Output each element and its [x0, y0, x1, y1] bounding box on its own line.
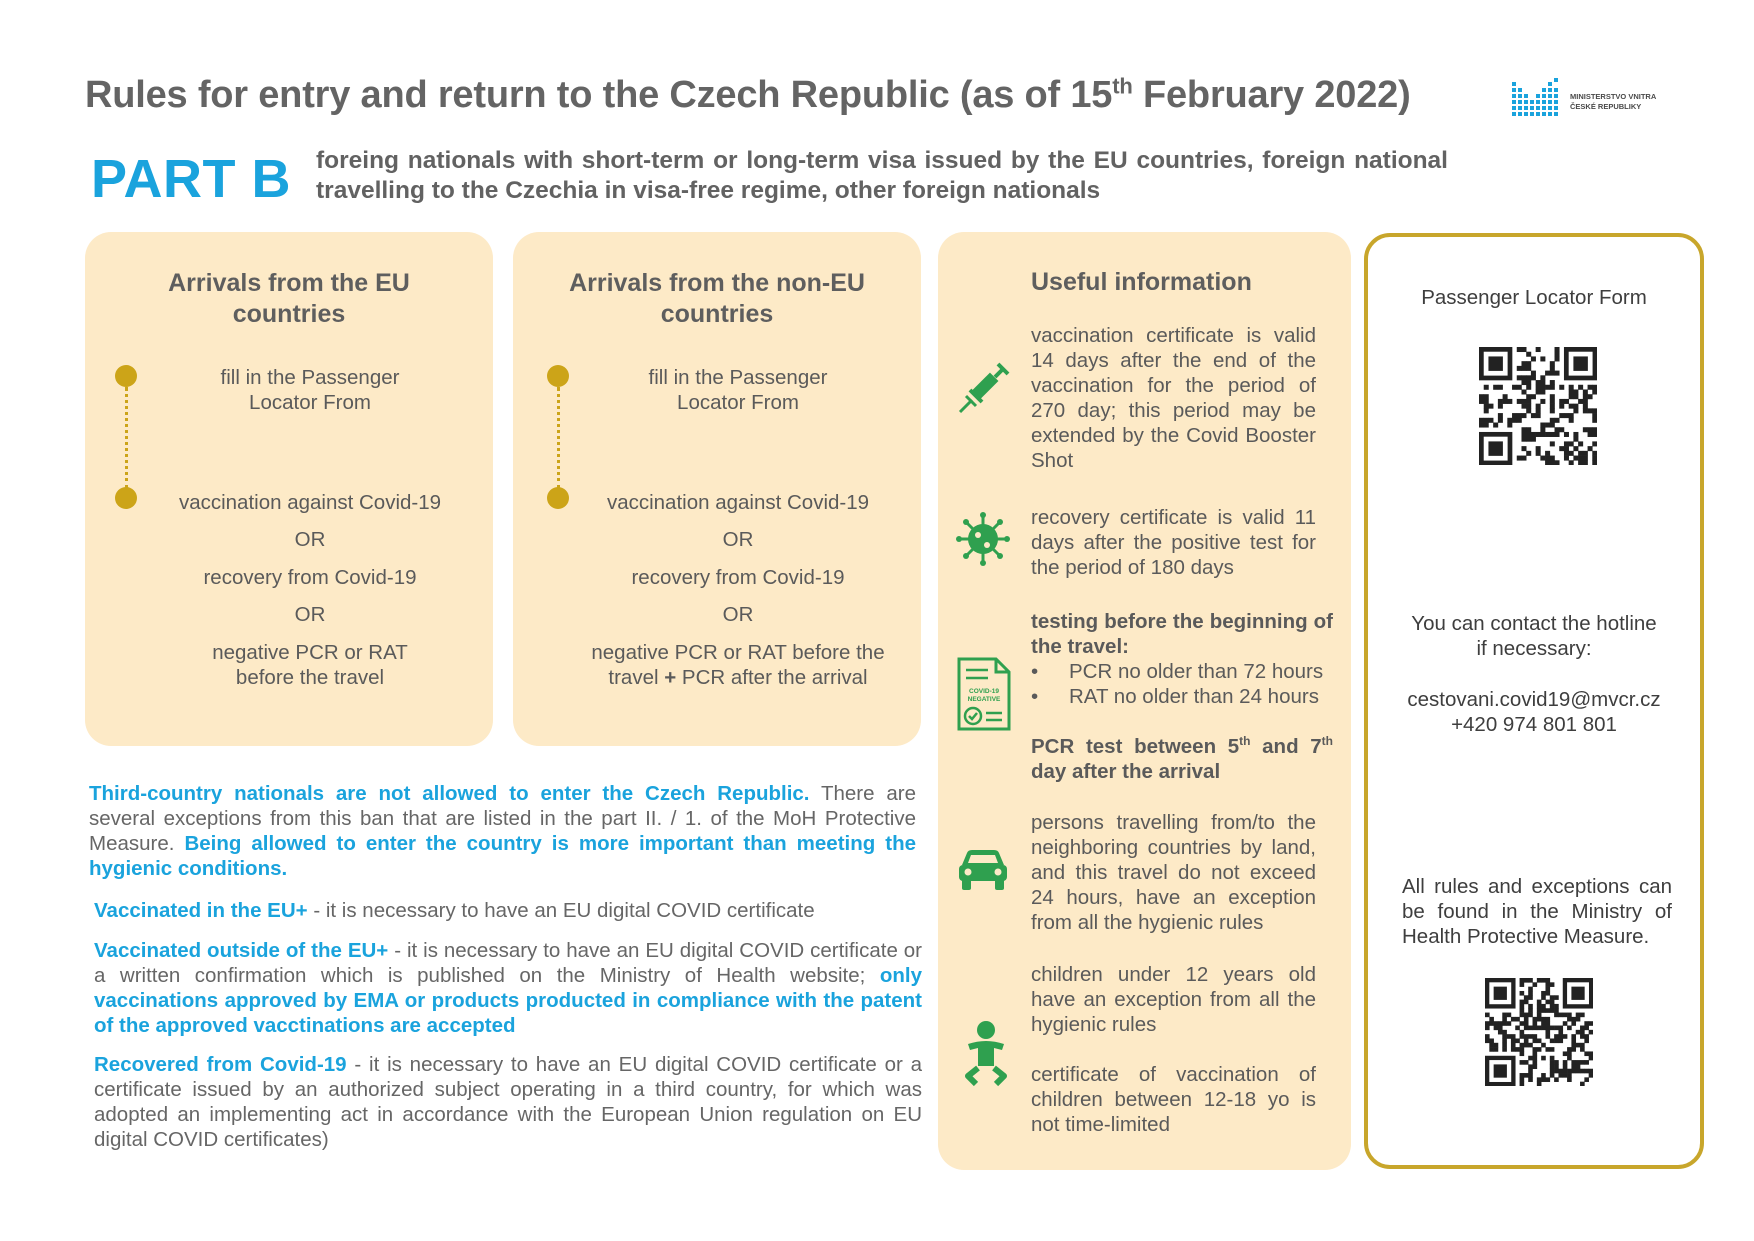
or-label: OR	[294, 528, 326, 551]
vaccinated-outside-eu-note: Vaccinated outside of the EU+ - it is necessary to have an EU digital COVID certificate or a written confirmation which is published on the Ministry of Health website; only vaccinations approved by EMA or products producted in compliance with the patent of the approved vacctinations are accepted	[94, 939, 922, 1037]
noneu-arrivals-card	[513, 232, 921, 746]
qr-code[interactable]	[1485, 978, 1593, 1086]
recovered-note: Recovered from Covid-19 - it is necessary to have an EU digital COVID certificate or a certificate issued by an authorized subject operating in a third country, for which was adopted an implementing act in accordance with the European Union regulation on EU digital COVID certificates)	[94, 1053, 922, 1151]
or-label: OR	[722, 603, 754, 626]
hotline-phone[interactable]: +420 974 801 801	[1451, 713, 1617, 736]
hotline-info: You can contact the hotline if necessary:	[1411, 612, 1657, 660]
child-icon	[964, 1020, 1008, 1088]
option-vaccination: vaccination against Covid-19	[606, 491, 870, 514]
vaccination-info: vaccination certificate is valid 14 days after the end of the vaccination for the period of 270 day; this period may be extended by the Covid Booster Shot	[1031, 324, 1316, 472]
testing-heading: testing before the beginning of the travel:	[1031, 610, 1333, 658]
timeline-dot	[547, 365, 569, 387]
land-travel-exception: persons travelling from/to the neighboring countries by land, and this travel do not exceed 24 hours, have an exception from all the hygienic rules	[1031, 811, 1316, 934]
third-country-ban-note: Third-country nationals are not allowed to enter the Czech Republic. There are several exceptions from this ban that are listed in the part II. / 1. of the MoH Protective Measure. Being allowed to enter the country is more important than meeting the hygienic conditions.	[89, 782, 916, 880]
step-plf: fill in the Passenger Locator From	[648, 366, 828, 414]
qr-code[interactable]	[1479, 347, 1597, 465]
vaccinated-eu-note: Vaccinated in the EU+ - it is necessary to have an EU digital COVID certificate	[94, 899, 815, 922]
recovery-info: recovery certificate is valid 11 days after the positive test for the period of 180 days	[1031, 506, 1316, 579]
children-exception: children under 12 years old have an exception from all the hygienic rules	[1031, 963, 1316, 1036]
card-title: Arrivals from the EU countries	[168, 269, 410, 328]
list-item: • RAT no older than 24 hours	[1031, 684, 1331, 709]
passenger-locator-card	[1364, 233, 1704, 1169]
negative-test-document-icon	[956, 656, 1012, 732]
card-title: Useful information	[1031, 268, 1252, 296]
rules-info: All rules and exceptions can be found in the Ministry of Health Protective Measure.	[1402, 875, 1672, 948]
timeline-dot	[115, 365, 137, 387]
car-icon	[958, 849, 1008, 891]
useful-info-card	[938, 232, 1351, 1170]
children-certificate-info: certificate of vaccination of children between 12-18 yo is not time-limited	[1031, 1063, 1316, 1136]
page-title: Rules for entry and return to the Czech Republic (as of 15th February 2022)	[85, 73, 1411, 116]
option-vaccination: vaccination against Covid-19	[178, 491, 442, 514]
svg-text:COVID-19: COVID-19	[969, 688, 999, 695]
card-title: Passenger Locator Form	[1421, 286, 1647, 309]
or-label: OR	[294, 603, 326, 626]
eu-arrivals-card	[85, 232, 493, 746]
virus-icon	[956, 512, 1010, 566]
pcr-after-arrival-info: PCR test between 5th and 7th day after the arrival	[1031, 734, 1333, 783]
step-plf: fill in the Passenger Locator From	[220, 366, 400, 414]
timeline-dot	[115, 487, 137, 509]
option-recovery: recovery from Covid-19	[631, 566, 845, 589]
ministry-logo-text: MINISTERSTVO VNITRA ČESKÉ REPUBLIKY	[1570, 92, 1657, 111]
timeline-dot	[547, 487, 569, 509]
list-item: • PCR no older than 72 hours	[1031, 659, 1331, 684]
timeline-line	[557, 387, 560, 489]
option-test: negative PCR or RAT before the travel	[212, 641, 408, 689]
card-title: Arrivals from the non-EU countries	[569, 269, 865, 328]
part-label: PART B	[91, 149, 291, 209]
option-recovery: recovery from Covid-19	[203, 566, 417, 589]
testing-bullets	[1031, 659, 1331, 709]
timeline-line	[125, 387, 128, 489]
hotline-email[interactable]: cestovani.covid19@mvcr.cz	[1407, 688, 1661, 711]
subtitle: foreing nationals with short-term or long-term visa issued by the EU countries, foreign national travelling to the Czechia in visa-free regime, other foreign nationals	[316, 147, 1448, 204]
option-test: negative PCR or RAT before the travel + PCR after the arrival	[591, 641, 885, 689]
or-label: OR	[722, 528, 754, 551]
svg-text:NEGATIVE: NEGATIVE	[967, 696, 1001, 703]
syringe-icon	[954, 360, 1012, 418]
